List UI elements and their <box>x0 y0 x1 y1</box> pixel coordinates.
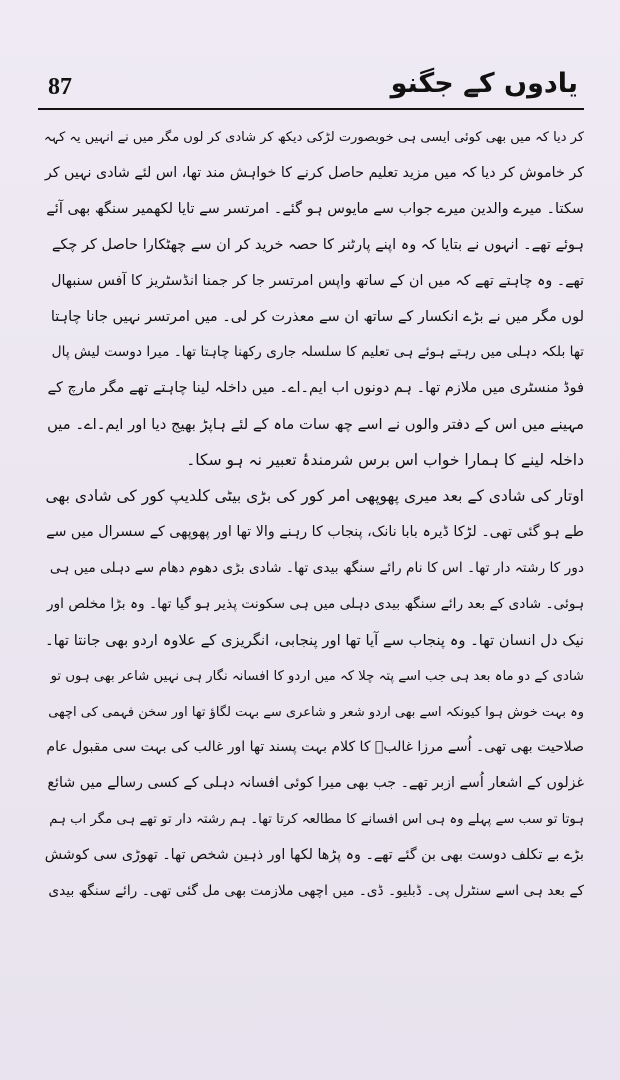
text-line: وہ بہت خوش ہوا کیونکہ اسے بھی اردو شعر و شاعری سے بہت لگاؤ تھا اور سخن فہمی کی اچھی <box>48 704 584 720</box>
text-line: نیک دل انسان تھا۔ وہ پنجاب سے آیا تھا اور پنجابی، انگریزی کے علاوہ اردو بھی جانتا تھا۔ <box>45 631 584 649</box>
text-line: لوں مگر میں نے بڑے انکسار کے ساتھ ان سے معذرت کر لی۔ میں امرتسر نہیں جانا چاہتا <box>50 308 584 325</box>
text-line: مہینے میں اس کے دفتر والوں نے اسے چھ سات ماہ کے لئے ہاپڑ بھیج دیا اور ایم۔اے۔ میں <box>47 416 584 434</box>
text-line: اوتار کی شادی کے بعد میری پھوپھی امر کور کی بڑی بیٹی کلدیپ کور کی شادی بھی <box>45 487 584 506</box>
page-number: 87 <box>48 74 72 100</box>
body-text <box>44 120 584 910</box>
running-title: یادوں کے جگنو <box>390 68 578 99</box>
text-line: داخلہ لینے کا ہمارا خواب اس برس شرمندۂ تعبیر نہ ہو سکا۔ <box>186 451 584 470</box>
text-line: کر دیا کہ میں بھی کوئی ایسی ہی خوبصورت لڑکی دیکھ کر شادی کر لوں مگر میں نے انہیں یہ کہہ <box>44 130 584 145</box>
text-line: فوڈ منسٹری میں ملازم تھا۔ ہم دونوں اب ایم۔اے۔ میں داخلہ لینا چاہتے تھے مگر مارچ کے <box>47 380 584 397</box>
text-line: ہوئی۔ شادی کے بعد رائے سنگھ بیدی دہلی میں ہی سکونت پذیر ہو گیا تھا۔ وہ بڑا مخلص اور <box>46 595 584 612</box>
text-line: بڑے بے تکلف دوست بھی بن گئے تھے۔ وہ پڑھا لکھا اور ذہین شخص تھا۔ تھوڑی سی کوشش <box>44 847 584 864</box>
text-line: سکتا۔ میرے والدین میرے جواب سے مایوس ہو گئے۔ امرتسر سے تایا لکھمیر سنگھ بھی آئے <box>46 200 584 217</box>
text-line: دور کا رشتہ دار تھا۔ اس کا نام رائے سنگھ بیدی تھا۔ شادی بڑی دھوم دھام سے دہلی میں ہی <box>49 559 584 576</box>
page-header <box>38 68 584 114</box>
text-line: طے ہو گئی تھی۔ لڑکا ڈیرہ بابا نانک، پنجاب کا رہنے والا تھا اور پھوپھی کے سسرال میں سے <box>46 523 584 540</box>
text-line: تھے۔ وہ چاہتے تھے کہ میں ان کے ساتھ واپس امرتسر جا کر جمنا انڈسٹریز کا آفس سنبھال <box>51 272 584 289</box>
paragraph-2 <box>44 479 584 910</box>
paragraph-1 <box>44 120 584 479</box>
text-line: ہوئے تھے۔ انہوں نے بتایا کہ وہ اپنے پارٹنر کا حصہ خرید کر ان سے چھٹکارا حاصل کر چکے <box>51 236 584 253</box>
text-line: کے بعد ہی اسے سنٹرل پی۔ ڈبلیو۔ ڈی۔ میں اچھی ملازمت بھی مل گئی تھی۔ رائے سنگھ بیدی <box>48 883 584 900</box>
text-line: شادی کے دو ماہ بعد ہی جب اسے پتہ چلا کہ میں اردو کا افسانہ نگار ہی نہیں شاعر بھی ہوں تو <box>50 668 584 684</box>
text-line: کر خاموش کر دیا کہ میں مزید تعلیم حاصل کرنے کا خواہش مند تھا، اس لئے شادی نہیں کر <box>44 164 584 181</box>
text-line: تھا بلکہ دہلی میں رہتے ہوئے ہی تعلیم کا سلسلہ جاری رکھنا چاہتا تھا۔ میرا دوست لیش پال <box>51 344 584 361</box>
text-line: ہوتا تو سب سے پہلے وہ ہی اس افسانے کا مطالعہ کرتا تھا۔ ہم رشتہ دار تو تھے ہی مگر اب ہم <box>49 812 584 828</box>
text-line: غزلوں کے اشعار اُسے ازبر تھے۔ جب بھی میرا کوئی افسانہ دہلی کے کسی رسالے میں شائع <box>47 775 584 792</box>
text-line: صلاحیت بھی تھی۔ اُسے مرزا غالبؔ کا کلام بہت پسند تھا اور غالب کی بہت سی مقبول عام <box>46 739 584 756</box>
header-rule <box>38 108 584 110</box>
